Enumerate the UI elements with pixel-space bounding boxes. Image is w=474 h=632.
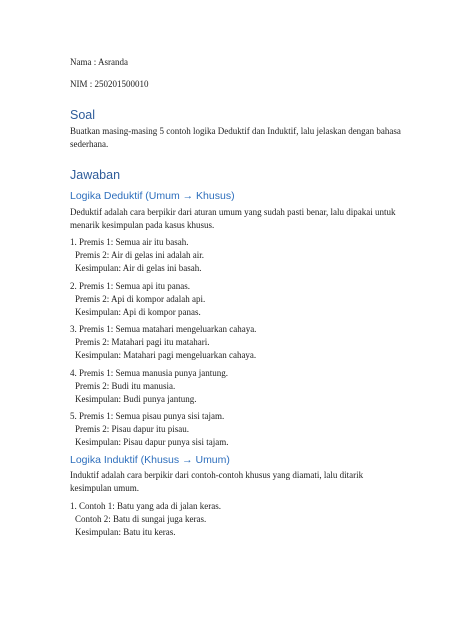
jawaban-heading: Jawaban (70, 168, 121, 182)
deduktif-desc-line-1: Deduktif adalah cara berpikir dari aturan umum yang sudah pasti benar, lalu dipakai untuk (70, 207, 396, 217)
deduktif-example-4-premise-2: Premis 2: Budi itu manusia. (75, 381, 176, 391)
deduktif-heading: Logika Deduktif (Umum → Khusus) (70, 190, 235, 202)
deduktif-example-2-conclusion: Kesimpulan: Api di kompor panas. (75, 307, 201, 317)
induktif-example-1-conclusion: Kesimpulan: Batu itu keras. (75, 527, 176, 537)
soal-heading: Soal (70, 108, 96, 122)
induktif-desc-line-1: Induktif adalah cara berpikir dari contoh-contoh khusus yang diamati, lalu ditarik (70, 470, 364, 480)
soal-text-line-2: sederhana. (70, 139, 109, 149)
induktif-example-1-case-2: Contoh 2: Batu di sungai juga keras. (75, 514, 207, 524)
deduktif-example-5-premise-1: 5. Premis 1: Semua pisau punya sisi tajam. (70, 411, 225, 421)
deduktif-example-3-conclusion: Kesimpulan: Matahari pagi mengeluarkan cahaya. (75, 350, 257, 360)
student-nim: NIM : 250201500010 (70, 79, 149, 89)
induktif-example-1-case-1: 1. Contoh 1: Batu yang ada di jalan keras. (70, 501, 221, 511)
soal-text-line-1: Buatkan masing-masing 5 contoh logika Deduktif dan Induktif, lalu jelaskan dengan bahasa (70, 126, 401, 136)
deduktif-example-4-conclusion: Kesimpulan: Budi punya jantung. (75, 394, 197, 404)
deduktif-example-4-premise-1: 4. Premis 1: Semua manusia punya jantung. (70, 368, 228, 378)
deduktif-example-1-conclusion: Kesimpulan: Air di gelas ini basah. (75, 263, 202, 273)
deduktif-example-2-premise-2: Premis 2: Api di kompor adalah api. (75, 294, 206, 304)
induktif-heading: Logika Induktif (Khusus → Umum) (70, 454, 230, 466)
deduktif-example-3-premise-1: 3. Premis 1: Semua matahari mengeluarkan cahaya. (70, 324, 257, 334)
deduktif-example-3-premise-2: Premis 2: Matahari pagi itu matahari. (75, 337, 210, 347)
induktif-desc-line-2: kesimpulan umum. (70, 483, 139, 493)
deduktif-desc-line-2: menarik kesimpulan pada kasus khusus. (70, 220, 215, 230)
deduktif-example-2-premise-1: 2. Premis 1: Semua api itu panas. (70, 281, 190, 291)
deduktif-example-1-premise-2: Premis 2: Air di gelas ini adalah air. (75, 250, 204, 260)
deduktif-example-1-premise-1: 1. Premis 1: Semua air itu basah. (70, 237, 189, 247)
deduktif-example-5-premise-2: Premis 2: Pisau dapur itu pisau. (75, 424, 189, 434)
deduktif-example-5-conclusion: Kesimpulan: Pisau dapur punya sisi tajam. (75, 437, 229, 447)
student-name: Nama : Asranda (70, 57, 128, 67)
